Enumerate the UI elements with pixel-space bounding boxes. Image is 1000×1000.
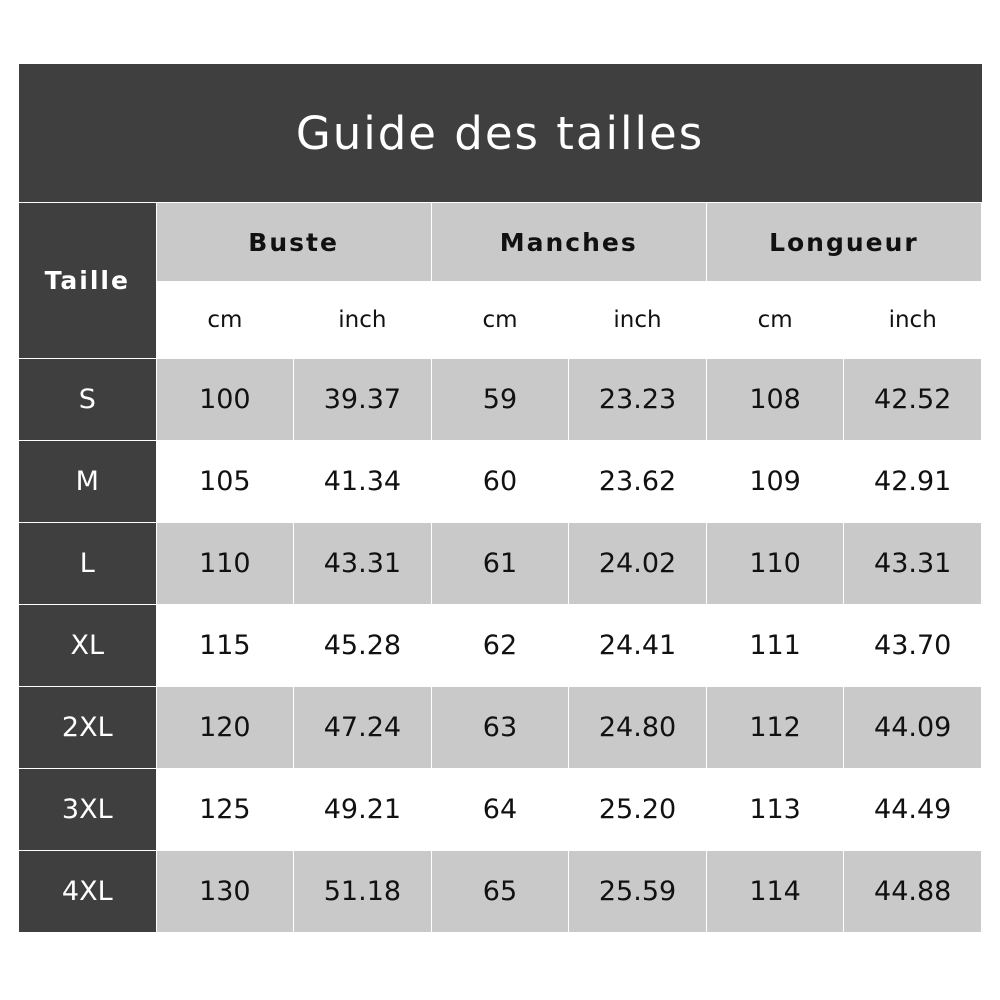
cell-manches-inch: 23.62 <box>569 441 707 523</box>
cell-buste-cm: 125 <box>156 769 294 851</box>
cell-manches-inch: 23.23 <box>569 359 707 441</box>
table-row <box>19 687 982 769</box>
cell-buste-inch: 51.18 <box>294 851 432 933</box>
cell-buste-cm: 130 <box>156 851 294 933</box>
table-row <box>19 769 982 851</box>
header-group-longueur: Longueur <box>706 203 981 282</box>
cell-buste-cm: 120 <box>156 687 294 769</box>
cell-longueur-inch: 42.52 <box>844 359 982 441</box>
table-row <box>19 359 982 441</box>
cell-longueur-inch: 44.88 <box>844 851 982 933</box>
header-group-buste: Buste <box>156 203 431 282</box>
cell-longueur-cm: 113 <box>706 769 844 851</box>
cell-manches-cm: 61 <box>431 523 569 605</box>
title-row <box>19 64 982 203</box>
size-guide-table <box>18 64 982 933</box>
cell-manches-cm: 65 <box>431 851 569 933</box>
row-size-label: L <box>19 523 157 605</box>
cell-longueur-inch: 44.49 <box>844 769 982 851</box>
row-size-label: 4XL <box>19 851 157 933</box>
row-size-label: 3XL <box>19 769 157 851</box>
header-taille: Taille <box>19 203 157 359</box>
table-row <box>19 851 982 933</box>
cell-buste-inch: 45.28 <box>294 605 432 687</box>
cell-longueur-inch: 43.70 <box>844 605 982 687</box>
table-row <box>19 523 982 605</box>
cell-longueur-inch: 44.09 <box>844 687 982 769</box>
unit-header-row <box>19 282 982 359</box>
cell-manches-inch: 24.02 <box>569 523 707 605</box>
row-size-label: S <box>19 359 157 441</box>
header-unit-longueur-cm: cm <box>706 282 844 359</box>
cell-buste-cm: 100 <box>156 359 294 441</box>
cell-manches-inch: 24.80 <box>569 687 707 769</box>
cell-buste-cm: 115 <box>156 605 294 687</box>
cell-manches-cm: 59 <box>431 359 569 441</box>
header-unit-buste-inch: inch <box>294 282 432 359</box>
cell-buste-inch: 43.31 <box>294 523 432 605</box>
row-size-label: M <box>19 441 157 523</box>
cell-longueur-cm: 111 <box>706 605 844 687</box>
header-unit-manches-inch: inch <box>569 282 707 359</box>
header-unit-buste-cm: cm <box>156 282 294 359</box>
group-header-row <box>19 203 982 282</box>
header-unit-manches-cm: cm <box>431 282 569 359</box>
header-group-manches: Manches <box>431 203 706 282</box>
cell-longueur-cm: 114 <box>706 851 844 933</box>
cell-manches-cm: 64 <box>431 769 569 851</box>
cell-longueur-cm: 112 <box>706 687 844 769</box>
cell-buste-inch: 49.21 <box>294 769 432 851</box>
cell-manches-cm: 62 <box>431 605 569 687</box>
table-row <box>19 605 982 687</box>
size-guide-table-wrapper <box>18 64 982 933</box>
cell-buste-cm: 110 <box>156 523 294 605</box>
cell-manches-cm: 63 <box>431 687 569 769</box>
cell-manches-inch: 25.20 <box>569 769 707 851</box>
cell-manches-inch: 25.59 <box>569 851 707 933</box>
row-size-label: XL <box>19 605 157 687</box>
page-title: Guide des tailles <box>19 64 982 203</box>
cell-longueur-inch: 43.31 <box>844 523 982 605</box>
cell-buste-cm: 105 <box>156 441 294 523</box>
row-size-label: 2XL <box>19 687 157 769</box>
cell-longueur-cm: 110 <box>706 523 844 605</box>
cell-longueur-cm: 108 <box>706 359 844 441</box>
header-unit-longueur-inch: inch <box>844 282 982 359</box>
cell-buste-inch: 41.34 <box>294 441 432 523</box>
cell-manches-inch: 24.41 <box>569 605 707 687</box>
cell-longueur-cm: 109 <box>706 441 844 523</box>
cell-manches-cm: 60 <box>431 441 569 523</box>
table-row <box>19 441 982 523</box>
cell-buste-inch: 39.37 <box>294 359 432 441</box>
cell-longueur-inch: 42.91 <box>844 441 982 523</box>
cell-buste-inch: 47.24 <box>294 687 432 769</box>
